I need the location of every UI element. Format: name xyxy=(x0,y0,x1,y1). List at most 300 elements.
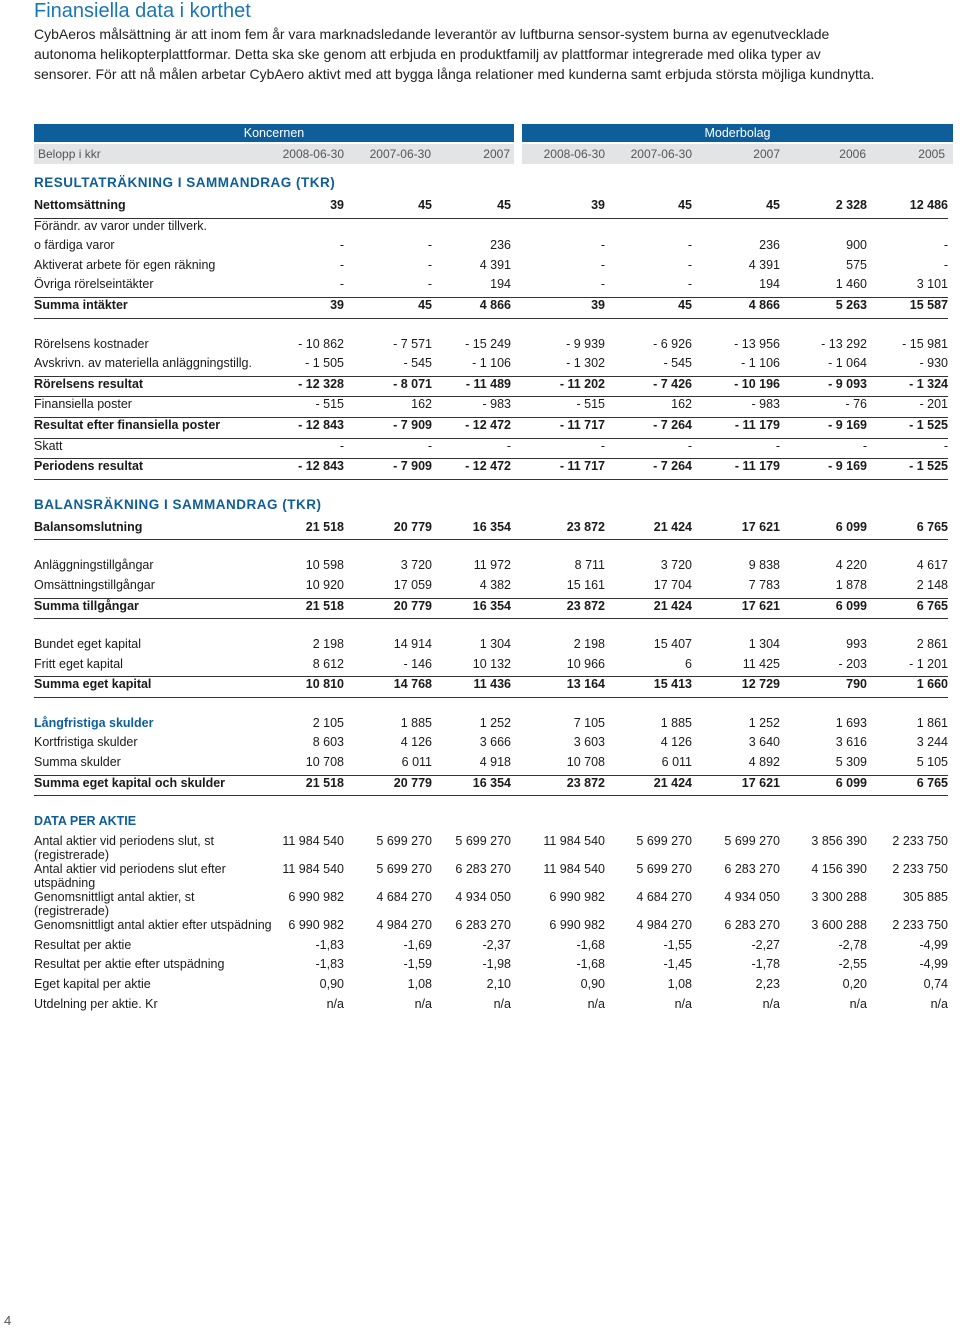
value-cell xyxy=(272,218,344,238)
value-cell: 4 156 390 xyxy=(811,862,867,877)
value-cell: 17 621 xyxy=(692,775,780,796)
row-label: Antal aktier vid periodens slut efter utspädning xyxy=(34,862,226,891)
value-cell: 1 304 xyxy=(748,637,780,652)
value-cell: 2 233 750 xyxy=(892,918,948,933)
value-cell: - 9 169 xyxy=(780,417,867,438)
value-cell: 4 934 050 xyxy=(455,890,511,905)
value-cell: 1 252 xyxy=(479,715,511,730)
table-row xyxy=(34,337,948,357)
value-cell: - 11 489 xyxy=(432,376,511,397)
row-label: Summa intäkter xyxy=(34,297,272,318)
value-cell: -2,55 xyxy=(838,957,867,972)
value-cell: 15 407 xyxy=(653,637,692,652)
value-cell: 1 693 xyxy=(835,715,867,730)
value-cell: n/a xyxy=(849,996,867,1011)
value-cell: - xyxy=(432,438,511,459)
intro-line: CybAeros målsättning är att inom fem år vara marknadsledande leverantör av luftburna sensor-system burna av egenutvecklade xyxy=(34,26,830,42)
value-cell: 16 354 xyxy=(432,598,511,619)
page-title: Finansiella data i korthet xyxy=(34,0,251,22)
value-cell: - 9 093 xyxy=(780,376,867,397)
value-cell: - 1 324 xyxy=(867,376,948,397)
value-cell: - 930 xyxy=(867,356,948,376)
table-row xyxy=(34,755,948,775)
value-cell: 5 699 270 xyxy=(636,834,692,849)
value-cell: 4 866 xyxy=(432,297,511,318)
value-cell: 8 612 xyxy=(272,657,344,677)
value-cell: 6 283 270 xyxy=(724,862,780,877)
intro-line: sensorer. För att nå målen arbetar CybAero aktivt med att bygga långa relationer med kunderna samt erbjuda största möjliga kundnytta. xyxy=(34,66,875,82)
spacer-row xyxy=(34,619,948,638)
value-cell: 2 233 750 xyxy=(892,834,948,849)
row-label: Summa skulder xyxy=(34,755,272,775)
value-cell: 11 984 540 xyxy=(282,834,344,849)
column-header: 2007 xyxy=(483,147,510,161)
value-cell: 6 765 xyxy=(867,775,948,796)
value-cell: - 1 302 xyxy=(511,356,605,376)
column-header: 2008-06-30 xyxy=(282,147,344,161)
value-cell: 21 424 xyxy=(605,775,692,796)
value-cell: - xyxy=(605,438,692,459)
row-label: Bundet eget kapital xyxy=(34,637,142,652)
value-cell: - 10 862 xyxy=(298,336,344,351)
value-cell: - 201 xyxy=(867,397,948,418)
value-cell: 1 252 xyxy=(748,715,780,730)
row-label: Summa eget kapital xyxy=(34,677,272,698)
value-cell: - xyxy=(427,238,432,253)
value-cell: 15 587 xyxy=(867,297,948,318)
value-cell: 11 436 xyxy=(432,677,511,698)
value-cell: -1,69 xyxy=(403,937,432,952)
value-cell: -1,68 xyxy=(576,957,605,972)
row-label: Avskrivn. av materiella anläggningstillg. xyxy=(34,356,272,376)
value-cell: 3 666 xyxy=(479,735,511,750)
table-row xyxy=(34,438,948,459)
value-cell: 993 xyxy=(846,637,867,652)
value-cell: 17 704 xyxy=(605,578,692,598)
value-cell: 4 684 270 xyxy=(636,890,692,905)
value-cell: 194 xyxy=(692,277,780,297)
spacer-row xyxy=(34,697,948,716)
value-cell: -4,99 xyxy=(919,957,948,972)
value-cell: 6 990 982 xyxy=(288,890,344,905)
value-cell: - 13 292 xyxy=(821,336,867,351)
value-cell: 2 233 750 xyxy=(892,862,948,877)
value-cell: - 11 179 xyxy=(692,459,780,480)
column-header: 2008-06-30 xyxy=(543,147,605,161)
spacer-cell xyxy=(34,318,948,337)
value-cell: 790 xyxy=(780,677,867,698)
intro-line: autonoma helikopterplattformar. Detta ska ske genom att erbjuda en produktfamilj av plattformar integrerade med olika typer av xyxy=(34,46,821,62)
value-cell: 11 972 xyxy=(473,558,511,573)
value-cell: - 983 xyxy=(692,397,780,418)
table-row xyxy=(34,297,948,318)
value-cell: 45 xyxy=(605,198,692,218)
value-cell: 4 220 xyxy=(835,558,867,573)
value-cell: 6 765 xyxy=(867,598,948,619)
value-cell: - 12 843 xyxy=(272,459,344,480)
value-cell: - 7 909 xyxy=(344,417,432,438)
value-cell: 1 861 xyxy=(916,715,948,730)
value-cell: n/a xyxy=(762,996,780,1011)
value-cell: 0,20 xyxy=(842,977,867,992)
row-label: Antal aktier vid periodens slut, st (registrerade) xyxy=(34,834,214,863)
column-header: 2007-06-30 xyxy=(369,147,431,161)
value-cell: 10 966 xyxy=(511,657,605,677)
value-cell: 6 011 xyxy=(344,755,432,775)
column-header: 2006 xyxy=(839,147,866,161)
value-cell: 1 304 xyxy=(479,637,511,652)
value-cell: 10 598 xyxy=(305,558,344,573)
value-cell: 5 699 270 xyxy=(724,834,780,849)
value-cell: 5 309 xyxy=(780,755,867,775)
value-cell: 4 391 xyxy=(748,257,780,272)
value-cell: 3 856 390 xyxy=(811,834,867,849)
value-cell: 5 105 xyxy=(867,755,948,775)
value-cell: 194 xyxy=(432,277,511,297)
spacer-cell xyxy=(34,796,948,815)
value-cell: - 545 xyxy=(605,356,692,376)
value-cell: 4 866 xyxy=(692,297,780,318)
value-cell: n/a xyxy=(493,996,511,1011)
value-cell: - 7 571 xyxy=(393,336,432,351)
value-cell: 16 354 xyxy=(432,775,511,796)
value-cell: - 11 717 xyxy=(511,459,605,480)
spacer-row xyxy=(34,540,948,559)
value-cell: - 8 071 xyxy=(344,376,432,397)
value-cell: 4 382 xyxy=(432,578,511,598)
value-cell: 0,74 xyxy=(923,977,948,992)
value-cell: 0,90 xyxy=(580,977,605,992)
intro-text xyxy=(34,24,934,84)
column-header-row xyxy=(34,144,953,164)
value-cell: 12 729 xyxy=(692,677,780,698)
value-cell: 900 xyxy=(846,238,867,253)
value-cell: 20 779 xyxy=(344,520,432,540)
value-cell: 5 699 270 xyxy=(636,862,692,877)
value-cell: - 1 525 xyxy=(867,417,948,438)
value-cell: - 11 202 xyxy=(511,376,605,397)
column-header: 2007 xyxy=(753,147,780,161)
value-cell: 3 720 xyxy=(660,558,692,573)
value-cell: 17 621 xyxy=(692,598,780,619)
spacer-cell xyxy=(34,479,948,498)
row-label: Finansiella poster xyxy=(34,397,272,418)
table-row xyxy=(34,198,948,218)
row-label: Omsättningstillgångar xyxy=(34,578,272,598)
value-cell: n/a xyxy=(930,996,948,1011)
value-cell: - 15 249 xyxy=(465,336,511,351)
value-cell: - 1 525 xyxy=(867,459,948,480)
table-row xyxy=(34,376,948,397)
value-cell: - 203 xyxy=(780,657,867,677)
value-cell xyxy=(867,218,948,238)
value-cell: 8 603 xyxy=(312,735,344,750)
value-cell: - xyxy=(511,438,605,459)
value-cell xyxy=(511,218,605,238)
value-cell: 11 984 540 xyxy=(543,862,605,877)
value-cell: - 515 xyxy=(272,397,344,418)
table-row xyxy=(34,520,948,540)
value-cell: -1,98 xyxy=(482,957,511,972)
value-cell: - xyxy=(600,257,605,272)
value-cell: 10 810 xyxy=(272,677,344,698)
value-cell: 21 518 xyxy=(272,775,344,796)
value-cell: 1,08 xyxy=(407,977,432,992)
table-row xyxy=(34,862,948,890)
value-cell: 10 132 xyxy=(432,657,511,677)
column-header: 2005 xyxy=(918,147,945,161)
value-cell: 1 878 xyxy=(780,578,867,598)
spacer-cell xyxy=(34,619,948,638)
value-cell: - 1 201 xyxy=(867,657,948,677)
value-cell: -1,59 xyxy=(403,957,432,972)
value-cell: 5 263 xyxy=(780,297,867,318)
value-cell: 1 660 xyxy=(867,677,948,698)
row-label: Nettomsättning xyxy=(34,198,272,218)
value-cell xyxy=(605,218,692,238)
value-cell: 3 720 xyxy=(400,558,432,573)
value-cell: 21 518 xyxy=(272,520,344,540)
spacer-row xyxy=(34,796,948,815)
row-label: Långfristiga skulder xyxy=(34,715,154,730)
value-cell: - xyxy=(605,277,692,297)
value-cell: - xyxy=(780,438,867,459)
value-cell: 2,23 xyxy=(755,977,780,992)
table-row xyxy=(34,834,948,862)
value-cell: 4 126 xyxy=(660,735,692,750)
value-cell: - 7 909 xyxy=(344,459,432,480)
row-label: Eget kapital per aktie xyxy=(34,977,151,992)
table-row xyxy=(34,977,948,997)
table-row xyxy=(34,558,948,578)
section-heading-row xyxy=(34,498,948,520)
value-cell: 6 990 982 xyxy=(549,918,605,933)
value-cell: - 545 xyxy=(344,356,432,376)
spacer-row xyxy=(34,479,948,498)
value-cell: 5 699 270 xyxy=(455,834,511,849)
value-cell xyxy=(344,218,432,238)
value-cell: 6 990 982 xyxy=(288,918,344,933)
value-cell: - 9 169 xyxy=(780,459,867,480)
value-cell: 2 861 xyxy=(916,637,948,652)
value-cell: -2,37 xyxy=(482,937,511,952)
value-cell: - 6 926 xyxy=(653,336,692,351)
value-cell: - 12 328 xyxy=(272,376,344,397)
row-label: Summa tillgångar xyxy=(34,598,272,619)
value-cell: - 1 106 xyxy=(432,356,511,376)
value-cell: - 10 196 xyxy=(692,376,780,397)
table-row xyxy=(34,637,948,657)
section-heading-row xyxy=(34,176,948,198)
value-cell: 5 699 270 xyxy=(376,862,432,877)
value-cell: 2,10 xyxy=(486,977,511,992)
value-cell: 45 xyxy=(432,198,511,218)
column-header: 2007-06-30 xyxy=(630,147,692,161)
value-cell: -1,68 xyxy=(576,937,605,952)
table-row xyxy=(34,417,948,438)
financial-table xyxy=(34,176,948,1016)
value-cell: 45 xyxy=(605,297,692,318)
value-cell: - 9 939 xyxy=(566,336,605,351)
value-cell xyxy=(692,218,780,238)
value-cell: 305 885 xyxy=(902,890,948,905)
value-cell: 15 161 xyxy=(511,578,605,598)
value-cell xyxy=(432,218,511,238)
table-row xyxy=(34,578,948,598)
column-label-header: Belopp i kkr xyxy=(38,147,101,161)
value-cell: - xyxy=(344,438,432,459)
row-label: Rörelsens resultat xyxy=(34,376,272,397)
value-cell: -1,83 xyxy=(315,957,344,972)
value-cell: 5 699 270 xyxy=(376,834,432,849)
value-cell: - xyxy=(339,257,344,272)
value-cell: 6 990 982 xyxy=(549,890,605,905)
value-cell: - 13 956 xyxy=(734,336,780,351)
spacer-cell xyxy=(34,540,948,559)
row-label: Resultat per aktie xyxy=(34,937,132,952)
value-cell: 1 885 xyxy=(400,715,432,730)
value-cell: 11 425 xyxy=(692,657,780,677)
row-label: o färdiga varor xyxy=(34,238,115,253)
value-cell: 21 424 xyxy=(605,520,692,540)
row-label: Balansomslutning xyxy=(34,520,272,540)
section-heading: RESULTATRÄKNING I SAMMANDRAG (TKR) xyxy=(34,175,336,190)
value-cell: - xyxy=(687,257,692,272)
value-cell: 4 892 xyxy=(692,755,780,775)
value-cell: - 15 981 xyxy=(902,336,948,351)
row-label: Genomsnittligt antal aktier efter utspädning xyxy=(34,918,272,933)
value-cell: 2 198 xyxy=(573,637,605,652)
value-cell: n/a xyxy=(326,996,344,1011)
section-heading-row xyxy=(34,814,948,834)
value-cell: 17 621 xyxy=(692,520,780,540)
value-cell: 6 099 xyxy=(780,520,867,540)
value-cell: -1,55 xyxy=(663,937,692,952)
value-cell: 4 126 xyxy=(400,735,432,750)
row-label: Resultat efter finansiella poster xyxy=(34,417,272,438)
table-row xyxy=(34,218,948,238)
value-cell: 4 391 xyxy=(479,257,511,272)
value-cell: 9 838 xyxy=(748,558,780,573)
value-cell: 10 920 xyxy=(272,578,344,598)
value-cell: 39 xyxy=(272,198,344,218)
value-cell: 6 011 xyxy=(605,755,692,775)
table-row xyxy=(34,677,948,698)
value-cell: 1,08 xyxy=(667,977,692,992)
value-cell: 3 640 xyxy=(748,735,780,750)
value-cell: - xyxy=(427,257,432,272)
row-label: Utdelning per aktie. Kr xyxy=(34,996,158,1011)
value-cell: 21 424 xyxy=(605,598,692,619)
table-row xyxy=(34,918,948,938)
row-label: Anläggningstillgångar xyxy=(34,558,154,573)
value-cell: -4,99 xyxy=(919,937,948,952)
value-cell: - xyxy=(272,277,344,297)
value-cell: 20 779 xyxy=(344,598,432,619)
spacer-cell xyxy=(34,697,948,716)
value-cell: 236 xyxy=(759,238,780,253)
value-cell: - xyxy=(692,438,780,459)
value-cell: - xyxy=(943,257,948,272)
row-label: Genomsnittligt antal aktier, st (registrerade) xyxy=(34,890,195,919)
row-label: Skatt xyxy=(34,438,272,459)
value-cell: 10 708 xyxy=(511,755,605,775)
value-cell: 4 934 050 xyxy=(724,890,780,905)
value-cell: 6 283 270 xyxy=(455,918,511,933)
value-cell: 2 328 xyxy=(780,198,867,218)
value-cell: 1 460 xyxy=(780,277,867,297)
value-cell: - xyxy=(344,277,432,297)
value-cell: - 146 xyxy=(344,657,432,677)
row-label: Periodens resultat xyxy=(34,459,272,480)
value-cell: 2 148 xyxy=(867,578,948,598)
value-cell: 6 099 xyxy=(780,598,867,619)
value-cell: 2 198 xyxy=(312,637,344,652)
value-cell: -1,45 xyxy=(663,957,692,972)
table-row xyxy=(34,397,948,418)
value-cell: - 1 505 xyxy=(272,356,344,376)
row-label: Summa eget kapital och skulder xyxy=(34,775,272,796)
value-cell: - 7 426 xyxy=(605,376,692,397)
value-cell: - 515 xyxy=(511,397,605,418)
group-header-koncern: Koncernen xyxy=(34,124,514,142)
value-cell: 16 354 xyxy=(432,520,511,540)
table-row xyxy=(34,238,948,258)
value-cell: 6 xyxy=(605,657,692,677)
value-cell: 14 768 xyxy=(344,677,432,698)
page-number: 4 xyxy=(4,1313,12,1328)
table-row xyxy=(34,890,948,918)
value-cell: 8 711 xyxy=(574,558,605,573)
value-cell: 3 616 xyxy=(835,735,867,750)
value-cell: 14 914 xyxy=(393,637,432,652)
value-cell: 15 413 xyxy=(605,677,692,698)
value-cell: 3 603 xyxy=(573,735,605,750)
value-cell: 39 xyxy=(511,297,605,318)
value-cell: - xyxy=(687,238,692,253)
value-cell: 3 600 288 xyxy=(811,918,867,933)
table-row xyxy=(34,997,948,1017)
value-cell: -2,27 xyxy=(751,937,780,952)
value-cell: 162 xyxy=(605,397,692,418)
value-cell: - xyxy=(943,238,948,253)
value-cell: - xyxy=(867,438,948,459)
table-row xyxy=(34,258,948,278)
value-cell: 2 105 xyxy=(312,715,344,730)
value-cell: 45 xyxy=(692,198,780,218)
value-cell: 4 684 270 xyxy=(376,890,432,905)
table-row xyxy=(34,938,948,958)
value-cell: 13 164 xyxy=(511,677,605,698)
value-cell: 23 872 xyxy=(511,598,605,619)
value-cell: - 983 xyxy=(432,397,511,418)
value-cell: - 12 843 xyxy=(272,417,344,438)
value-cell: 45 xyxy=(344,297,432,318)
table-row xyxy=(34,277,948,297)
value-cell: 4 984 270 xyxy=(376,918,432,933)
value-cell: 23 872 xyxy=(511,520,605,540)
value-cell: n/a xyxy=(674,996,692,1011)
value-cell: - xyxy=(272,438,344,459)
value-cell: - xyxy=(511,277,605,297)
value-cell: 17 059 xyxy=(344,578,432,598)
spacer-row xyxy=(34,318,948,337)
value-cell: - 12 472 xyxy=(432,417,511,438)
value-cell: -1,83 xyxy=(315,937,344,952)
value-cell: 236 xyxy=(490,238,511,253)
value-cell: -1,78 xyxy=(751,957,780,972)
row-label: Förändr. av varor under tillverk. xyxy=(34,218,207,233)
